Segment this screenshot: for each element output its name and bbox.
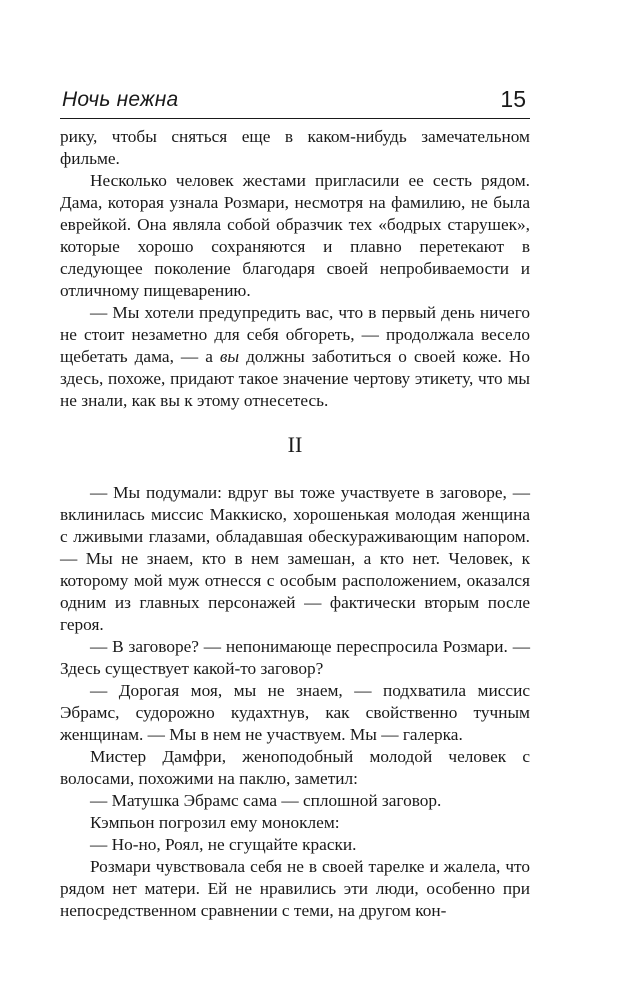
paragraph <box>60 302 530 412</box>
paragraph: — Дорогая моя, мы не знаем, — подхватила миссис Эбрамс, судорожно кудахтнув, как свойственно тучным женщинам. — Мы в нем не участвуем. Мы — галерка. <box>60 681 530 744</box>
text-block-section-2 <box>60 482 530 922</box>
paragraph: Розмари чувствовала себя не в своей тарелке и жалела, что рядом нет матери. Ей не нравились эти люди, особенно при непосредственном сравнении с теми, на другом кон- <box>60 857 530 920</box>
paragraph: Мистер Дамфри, женоподобный молодой человек с волосами, похожими на паклю, заметил: <box>60 747 530 788</box>
paragraph: — Но-но, Роял, не сгущайте краски. <box>90 835 357 854</box>
running-header <box>60 86 530 114</box>
header-rule <box>60 118 530 119</box>
paragraph: — Мы подумали: вдруг вы тоже участвуете в заговоре, — вклинилась миссис Маккиско, хорошенькая молодая женщина с лживыми глазами, обладавшая обескураживающим напором. — Мы не знаем, кто в нем замешан, а кто нет. Человек, к которому мой муж отнесся с особым расположением, оказался одним из главных персонажей — фактически вторым после героя. <box>60 483 530 634</box>
paragraph-text: должны заботиться о своей коже. Но здесь, похоже, придают такое значение чертову этикету, что мы не знали, как вы к этому отнесетесь. <box>60 347 531 410</box>
paragraph-text: — Мы хотели предупредить вас, что в первый день ничего не стоит незаметно для себя обгореть, — продолжала весело щебетать дама, — а <box>60 303 530 366</box>
chapter-heading: II <box>287 432 303 457</box>
paragraph: Несколько человек жестами пригласили ее сесть рядом. Дама, которая узнала Розмари, несмотря на фамилию, не была еврейкой. Она являла собой образчик тех «бодрых старушек», которые хорошо сохраняются и плавно перетекают в следующее поколение благодаря своей непробиваемости и отличному пищеварению. <box>60 171 530 300</box>
page-number: 15 <box>500 86 526 112</box>
emphasis-text: вы <box>219 347 240 366</box>
paragraph: рику, чтобы сняться еще в каком-нибудь замечательном фильме. <box>60 127 530 168</box>
paragraph: — Матушка Эбрамс сама — сплошной заговор. <box>90 791 442 810</box>
paragraph: Кэмпьон погрозил ему моноклем: <box>90 813 340 832</box>
text-block-section-1 <box>60 126 530 412</box>
paragraph: — В заговоре? — непонимающе переспросила Розмари. — Здесь существует какой-то заговор? <box>60 637 530 678</box>
book-title: Ночь нежна <box>62 88 179 111</box>
